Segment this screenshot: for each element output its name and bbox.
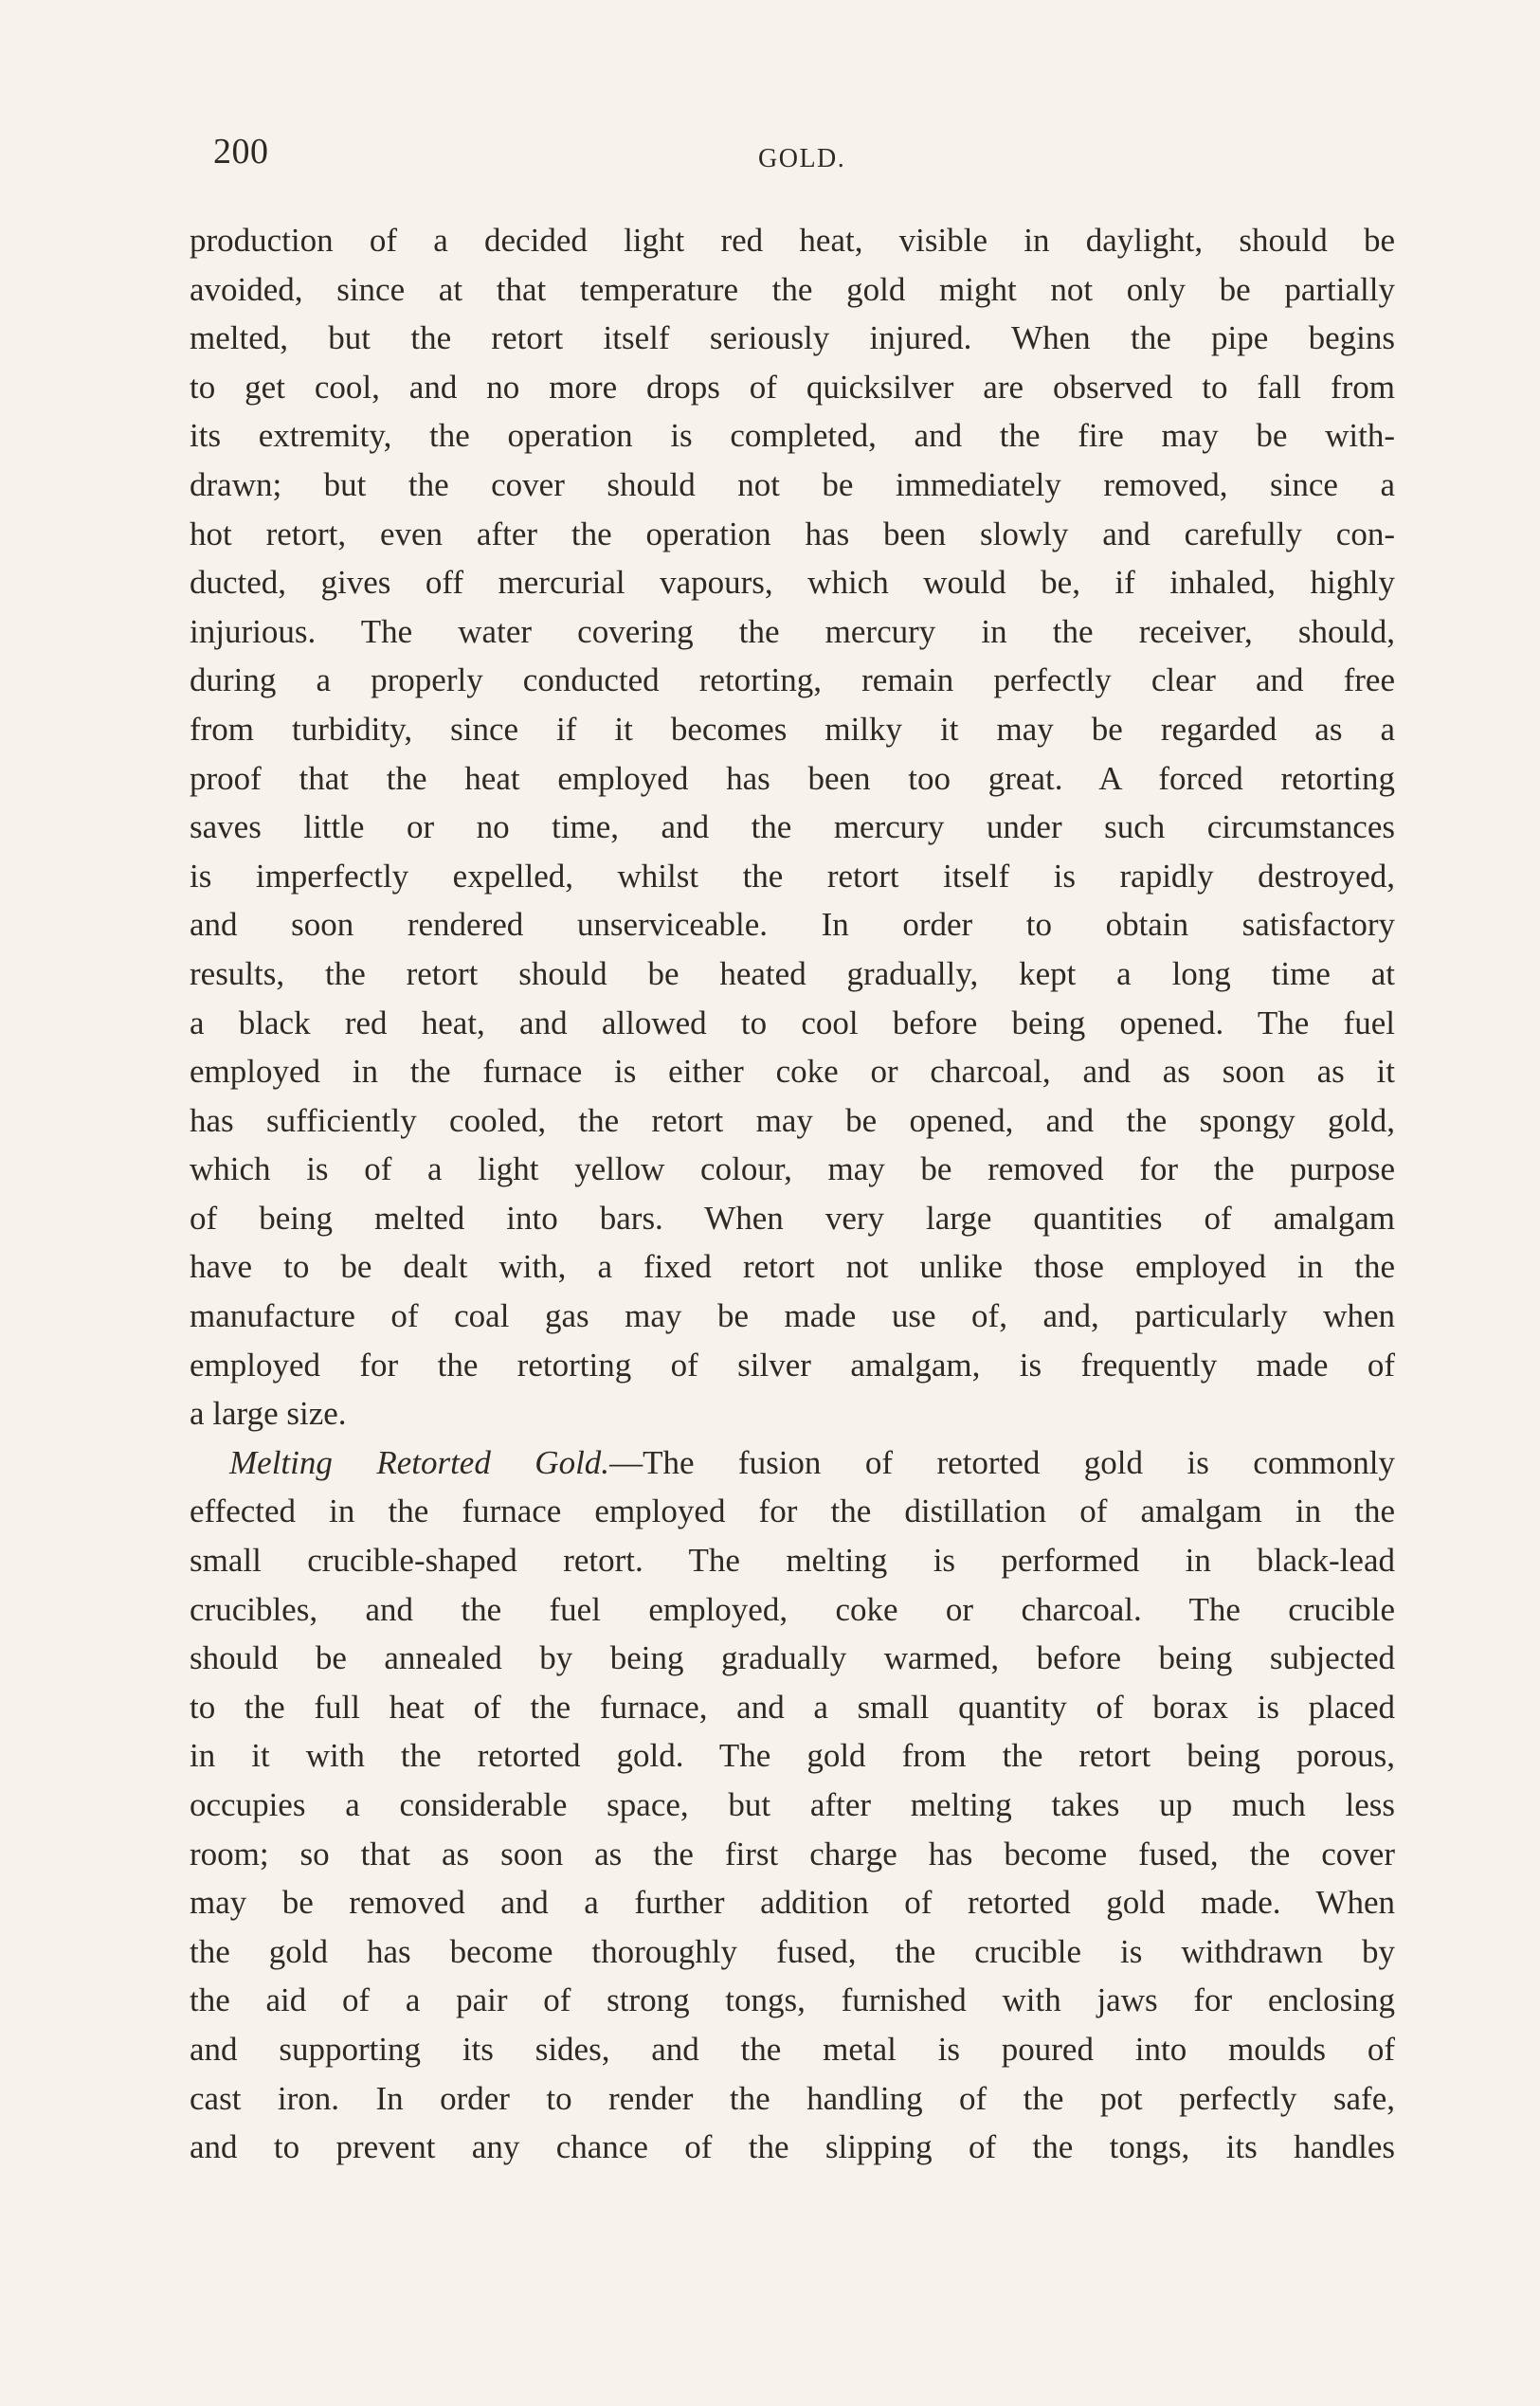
text-line: avoided, since at that temperature the gold might not only be partially	[190, 270, 1395, 308]
text-line: in it with the retorted gold. The gold from the retort being porous,	[190, 1737, 1395, 1775]
body-text	[190, 216, 1395, 2172]
text-line: employed for the retorting of silver amalgam, is frequently made of	[190, 1346, 1395, 1384]
text-line: cast iron. In order to render the handling of the pot perfectly safe,	[190, 2079, 1395, 2117]
paragraph-retorting	[190, 216, 1395, 1438]
text-line: is imperfectly expelled, whilst the retort itself is rapidly destroyed,	[190, 857, 1395, 895]
text-line: manufacture of coal gas may be made use of, and, particularly when	[190, 1297, 1395, 1335]
text-line: the gold has become thoroughly fused, the crucible is withdrawn by	[190, 1932, 1395, 1970]
text-line: room; so that as soon as the first charge has become fused, the cover	[190, 1835, 1395, 1872]
text-line: saves little or no time, and the mercury under such circumstances	[190, 808, 1395, 846]
text-line: proof that the heat employed has been too great. A forced retorting	[190, 759, 1395, 797]
text-line: hot retort, even after the operation has been slowly and carefully con-	[190, 515, 1395, 552]
text-line: a large size.	[190, 1395, 347, 1433]
running-title: GOLD.	[758, 144, 846, 173]
text-line: ducted, gives off mercurial vapours, which would be, if inhaled, highly	[190, 564, 1395, 602]
text-line: injurious. The water covering the mercury in the receiver, should,	[190, 612, 1395, 650]
page-number: 200	[213, 132, 269, 172]
text-line-rest: —The fusion of retorted gold is commonly	[609, 1443, 1395, 1481]
text-line: to get cool, and no more drops of quicksilver are observed to fall from	[190, 368, 1395, 406]
text-line	[190, 1438, 1395, 1488]
text-line: the aid of a pair of strong tongs, furnished with jaws for enclosing	[190, 1981, 1395, 2019]
text-line: and to prevent any chance of the slipping of the tongs, its handles	[190, 2128, 1395, 2166]
text-line: has sufficiently cooled, the retort may be opened, and the spongy gold,	[190, 1101, 1395, 1139]
text-line: small crucible-shaped retort. The melting is performed in black-lead	[190, 1542, 1395, 1580]
text-line: crucibles, and the fuel employed, coke or charcoal. The crucible	[190, 1590, 1395, 1628]
text-line: results, the retort should be heated gradually, kept a long time at	[190, 954, 1395, 992]
text-line: have to be dealt with, a fixed retort not unlike those employed in the	[190, 1248, 1395, 1286]
text-line: its extremity, the operation is completed, and the fire may be with-	[190, 417, 1395, 455]
text-line: to the full heat of the furnace, and a small quantity of borax is placed	[190, 1688, 1395, 1726]
text-line: of being melted into bars. When very large quantities of amalgam	[190, 1199, 1395, 1237]
text-line: melted, but the retort itself seriously injured. When the pipe begins	[190, 319, 1395, 357]
text-line: production of a decided light red heat, visible in daylight, should be	[190, 222, 1395, 259]
running-head	[213, 131, 1388, 188]
text-line: and soon rendered unserviceable. In order to obtain satisfactory	[190, 906, 1395, 944]
section-heading: Melting Retorted Gold.	[229, 1443, 610, 1481]
text-line: and supporting its sides, and the metal is poured into moulds of	[190, 2030, 1395, 2068]
text-line: should be annealed by being gradually warmed, before being subjected	[190, 1639, 1395, 1677]
text-line: employed in the furnace is either coke or charcoal, and as soon as it	[190, 1053, 1395, 1091]
text-line: from turbidity, since if it becomes milky it may be regarded as a	[190, 710, 1395, 748]
text-line: which is of a light yellow colour, may be removed for the purpose	[190, 1150, 1395, 1188]
text-line: a black red heat, and allowed to cool before being opened. The fuel	[190, 1004, 1395, 1041]
paragraph-melting-retorted-gold	[190, 1438, 1395, 2172]
text-line: occupies a considerable space, but after melting takes up much less	[190, 1786, 1395, 1823]
text-line: effected in the furnace employed for the distillation of amalgam in the	[190, 1492, 1395, 1530]
text-line: drawn; but the cover should not be immediately removed, since a	[190, 465, 1395, 503]
text-line: may be removed and a further addition of retorted gold made. When	[190, 1884, 1395, 1922]
text-line: during a properly conducted retorting, remain perfectly clear and free	[190, 661, 1395, 699]
